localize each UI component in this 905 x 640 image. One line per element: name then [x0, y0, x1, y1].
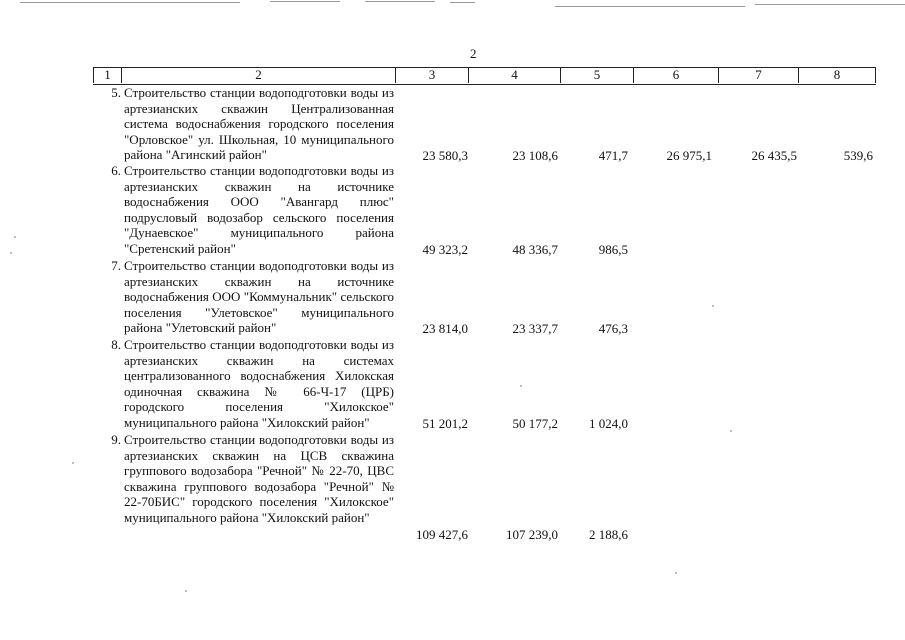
header-cell: 2: [121, 67, 395, 83]
scan-speck: [675, 572, 677, 574]
scan-speck: [185, 590, 187, 592]
table-row: [103, 258, 393, 336]
cell-col4: 23 108,6: [512, 148, 558, 163]
row-description: Строительство станции водоподготовки воды из артезианских скважин Централизованная система водоснабжения городского поселения "Орловское" ул. Школьная, 10 муниципального района "Агинский район": [124, 85, 394, 162]
scan-speck: [14, 236, 16, 238]
row-number: 6.: [111, 163, 121, 178]
cell-col4: 50 177,2: [512, 416, 558, 431]
table-row: [103, 432, 393, 525]
scan-speck: [72, 462, 74, 464]
scan-artifact: [365, 1, 435, 2]
row-number: 5.: [111, 85, 121, 100]
scan-speck: [712, 305, 714, 307]
cell-col5: 986,5: [598, 242, 628, 257]
header-cell: 8: [798, 67, 876, 83]
cell-col3: 109 427,6: [416, 527, 468, 542]
cell-col5: 476,3: [598, 321, 628, 336]
scan-speck: [520, 385, 522, 387]
cell-col6: 26 975,1: [666, 148, 712, 163]
scan-artifact: [450, 2, 475, 3]
scan-speck: [730, 430, 732, 432]
cell-col8: 539,6: [843, 148, 873, 163]
row-description: Строительство станции водоподготовки воды из артезианских скважин на источнике водоснабжения ООО "Коммунальник" сельского поселения "Улетовское" муниципального района "Улетовский район": [124, 258, 394, 335]
scan-artifact: [755, 4, 905, 5]
cell-col5: 471,7: [598, 148, 628, 163]
header-cell: 5: [560, 67, 633, 83]
cell-col3: 23 814,0: [422, 321, 468, 336]
table-row: [103, 337, 393, 430]
row-number: 9.: [111, 432, 121, 447]
scan-artifact: [555, 6, 745, 7]
header-cell: 3: [395, 67, 468, 83]
header-cell: 7: [718, 67, 798, 83]
page-number: 2: [470, 46, 477, 61]
header-cell: 4: [468, 67, 560, 83]
cell-col5: 2 188,6: [589, 527, 628, 542]
header-cell: 6: [633, 67, 718, 83]
row-number: 7.: [111, 258, 121, 273]
scan-artifact: [270, 1, 340, 2]
cell-col4: 23 337,7: [512, 321, 558, 336]
cell-col3: 51 201,2: [422, 416, 468, 431]
row-description: Строительство станции водоподготовки воды из артезианских скважин на ЦСВ скважина группового водозабора "Речной" № 22-70, ЦВС скважина группового водозабора "Речной" № 22-70БИС" городского поселения "Хилокское" муниципального района "Хилокский район": [124, 432, 394, 525]
row-number: 8.: [111, 337, 121, 352]
header-cell: 1: [93, 67, 121, 83]
table-row: [103, 85, 393, 163]
table-row: [103, 163, 393, 256]
row-description: Строительство станции водоподготовки воды из артезианских скважин на источнике водоснабжения ООО "Авангард плюс" подрусловый водозабор сельского поселения "Дунаевское" муниципального района "Сретенский район": [124, 163, 394, 256]
cell-col5: 1 024,0: [589, 416, 628, 431]
cell-col4: 107 239,0: [506, 527, 558, 542]
cell-col7: 26 435,5: [751, 148, 797, 163]
row-description: Строительство станции водоподготовки воды из артезианских скважин на системах централизованного водоснабжения Хилокская одиночная скважина № 66-Ч-17 (ЦРБ) городского поселения "Хилокское" муниципального района "Хилокский район": [124, 337, 394, 430]
cell-col3: 23 580,3: [422, 148, 468, 163]
cell-col3: 49 323,2: [422, 242, 468, 257]
scan-artifact: [20, 2, 240, 3]
cell-col4: 48 336,7: [512, 242, 558, 257]
scan-speck: [10, 252, 12, 254]
